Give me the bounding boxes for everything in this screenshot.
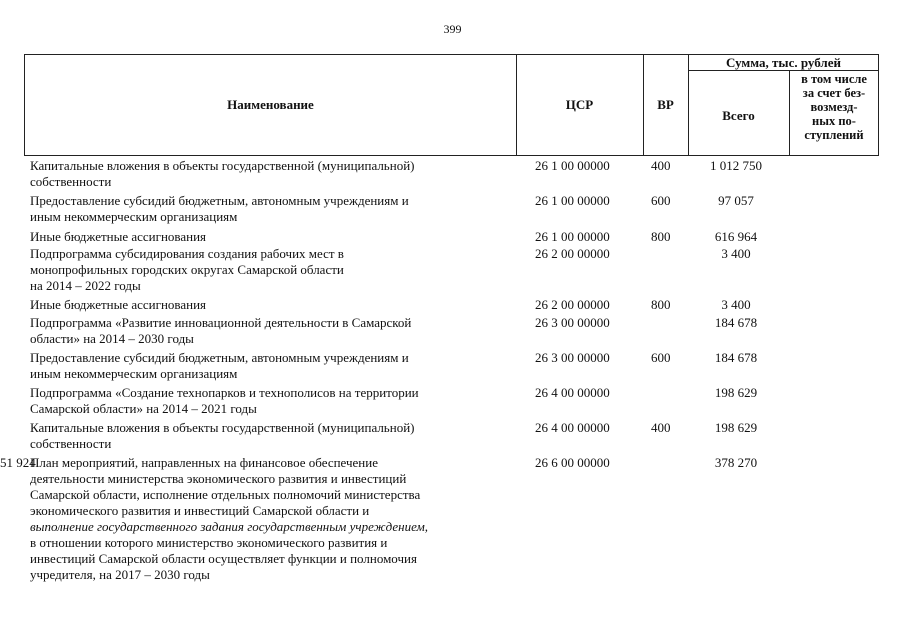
header-name: Наименование <box>227 97 314 112</box>
page-number: 399 <box>443 22 462 36</box>
row-name <box>30 193 500 225</box>
row-csr: 26 4 00 00000 <box>535 420 610 435</box>
row-name-line: в отношении которого министерство экономического развития и <box>30 535 388 550</box>
row-name-line: Капитальные вложения в объекты государственной (муниципальной) <box>30 420 415 435</box>
row-name-line: на 2014 – 2022 годы <box>30 278 141 293</box>
header-grants-line: ных по- <box>812 114 856 128</box>
row-name-line: План мероприятий, направленных на финансовое обеспечение <box>30 455 378 470</box>
row-name-line: экономического развития и инвестиций Самарской области и <box>30 503 370 518</box>
row-vr: 800 <box>651 229 671 244</box>
row-name-line: собственности <box>30 436 112 451</box>
header-sum-group: Сумма, тыс. рублей <box>726 55 841 70</box>
row-name <box>30 420 500 452</box>
row-name-line: иным некоммерческим организациям <box>30 366 238 381</box>
row-grants: 51 924 <box>0 455 36 470</box>
row-name-line: учредителя, на 2017 – 2030 годы <box>30 567 210 582</box>
row-total: 184 678 <box>714 350 758 365</box>
row-name-line: Подпрограмма субсидирования создания рабочих мест в <box>30 246 344 261</box>
row-name-line: монопрофильных городских округах Самарской области <box>30 262 344 277</box>
row-name-line: области» на 2014 – 2030 годы <box>30 331 194 346</box>
row-name <box>30 158 500 190</box>
header-grants <box>789 72 879 142</box>
row-total: 616 964 <box>714 229 758 244</box>
table-row <box>0 455 905 582</box>
row-name-line: Предоставление субсидий бюджетным, автономным учреждениям и <box>30 193 409 208</box>
row-vr: 600 <box>651 350 671 365</box>
row-total: 378 270 <box>714 455 758 470</box>
row-name <box>30 297 500 313</box>
row-total: 184 678 <box>714 315 758 330</box>
row-csr: 26 2 00 00000 <box>535 246 610 261</box>
row-total: 3 400 <box>721 297 751 312</box>
row-name <box>30 315 500 347</box>
row-csr: 26 1 00 00000 <box>535 229 610 244</box>
row-total: 1 012 750 <box>710 158 762 173</box>
row-vr: 800 <box>651 297 671 312</box>
row-name-line: деятельности министерства экономического развития и инвестиций <box>30 471 407 486</box>
row-name <box>30 455 500 583</box>
row-name-line: выполнение государственного задания государственным учреждением, <box>30 519 429 534</box>
row-total: 97 057 <box>718 193 754 208</box>
row-csr: 26 2 00 00000 <box>535 297 610 312</box>
row-name-line: Подпрограмма «Развитие инновационной деятельности в Самарской <box>30 315 412 330</box>
header-grants-line: в том числе <box>801 72 867 86</box>
row-name <box>30 385 500 417</box>
row-name-line: инвестиций Самарской области осуществляет функции и полномочия <box>30 551 417 566</box>
row-name-line: иным некоммерческим организациям <box>30 209 238 224</box>
row-csr: 26 6 00 00000 <box>535 455 610 470</box>
row-name-line: Капитальные вложения в объекты государственной (муниципальной) <box>30 158 415 173</box>
row-name <box>30 229 500 245</box>
row-name <box>30 350 500 382</box>
row-total: 3 400 <box>721 246 751 261</box>
row-vr: 600 <box>651 193 671 208</box>
row-csr: 26 3 00 00000 <box>535 315 610 330</box>
row-csr: 26 1 00 00000 <box>535 158 610 173</box>
header-csr: ЦСР <box>565 97 594 112</box>
header-vr: ВР <box>657 97 674 112</box>
header-total: Всего <box>722 108 755 123</box>
row-total: 198 629 <box>714 420 758 435</box>
row-vr: 400 <box>651 420 671 435</box>
row-total: 198 629 <box>714 385 758 400</box>
row-name-line: Подпрограмма «Создание технопарков и технополисов на территории <box>30 385 419 400</box>
row-vr: 400 <box>651 158 671 173</box>
row-name-line: Иные бюджетные ассигнования <box>30 297 207 312</box>
row-name-line: Самарской области, исполнение отдельных полномочий министерства <box>30 487 421 502</box>
row-name-line: Самарской области» на 2014 – 2021 годы <box>30 401 257 416</box>
row-csr: 26 3 00 00000 <box>535 350 610 365</box>
table-header <box>24 54 879 156</box>
row-csr: 26 4 00 00000 <box>535 385 610 400</box>
header-grants-line: возмезд- <box>810 100 858 114</box>
row-name-line: Иные бюджетные ассигнования <box>30 229 207 244</box>
row-name-line: Предоставление субсидий бюджетным, автономным учреждениям и <box>30 350 409 365</box>
header-grants-line: за счет без- <box>802 86 866 100</box>
header-grants-line: ступлений <box>804 128 864 142</box>
row-name <box>30 246 500 294</box>
row-csr: 26 1 00 00000 <box>535 193 610 208</box>
row-name-line: собственности <box>30 174 112 189</box>
